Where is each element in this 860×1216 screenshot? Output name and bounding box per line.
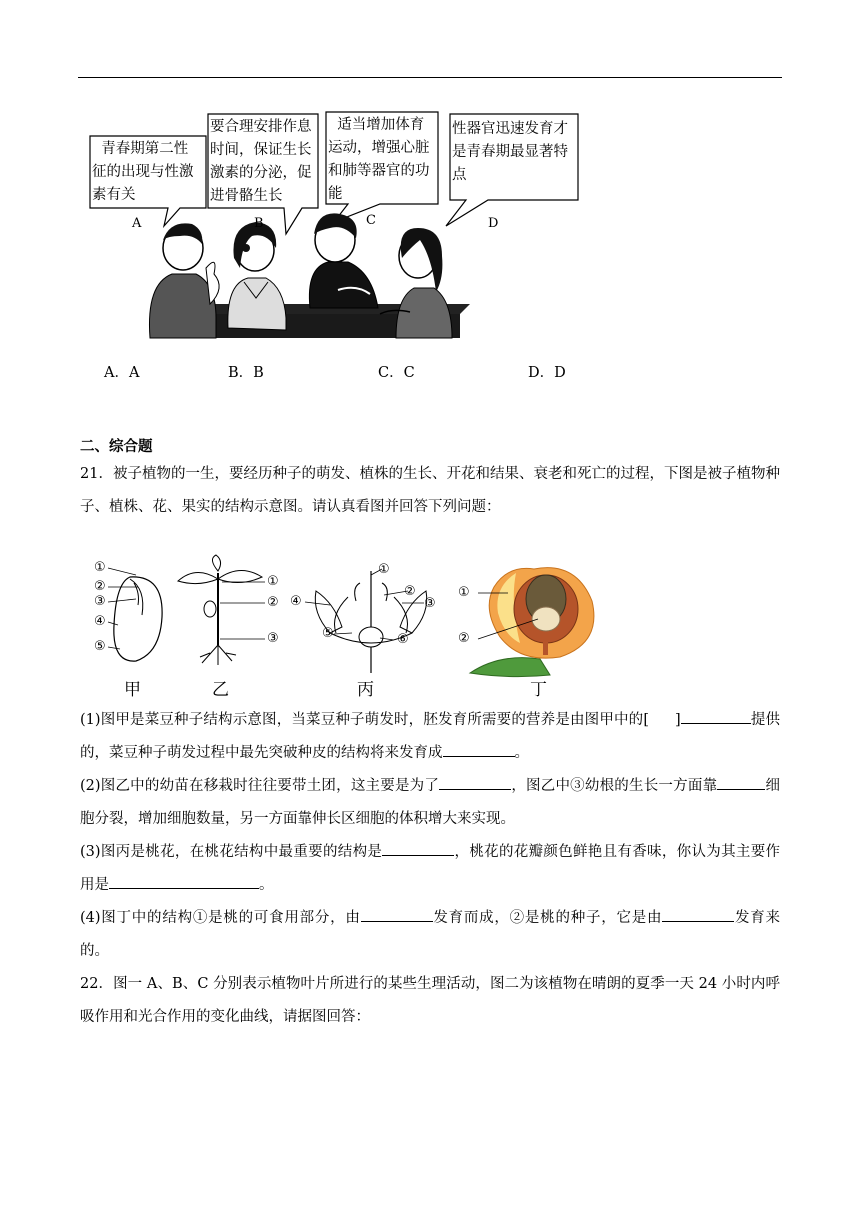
person-a — [149, 223, 219, 338]
q22-text: 22．图一 A、B、C 分别表示植物叶片所进行的某些生理活动，图二为该植物在晴朗的夏季一天 24 小时内呼吸作用和光合作用的变化曲线，请据图回答： — [80, 976, 780, 1025]
yi-marker-2: ② — [267, 595, 279, 610]
bubble-a-letter: A — [132, 216, 142, 231]
q21-blank-3[interactable] — [439, 773, 511, 790]
yi-marker-3: ③ — [267, 631, 279, 646]
q21-intro: 21．被子植物的一生，要经历种子的萌发、植株的生长、开花和结果、衰老和死亡的过程，下图是被子植物种子、植株、花、果实的结构示意图。请认真看图并回答下列问题： — [80, 466, 780, 515]
q21-blank-8[interactable] — [662, 905, 734, 922]
bing-marker-5: ⑤ — [322, 626, 334, 641]
figure-label-bing: 丙 — [357, 680, 374, 700]
ding-marker-2: ② — [458, 631, 470, 646]
choice-a[interactable]: A．A — [104, 365, 140, 381]
jia-marker-1: ① — [94, 560, 106, 575]
bing-marker-2: ② — [404, 584, 416, 599]
person-b — [228, 222, 286, 330]
q21-part1: (1)图甲是菜豆种子结构示意图，当菜豆种子萌发时，胚发育所需要的营养是由图甲中的[ ] 提供的，菜豆种子萌发过程中最先突破种皮的结构将来发育成 。 — [80, 704, 780, 770]
q21-part3: (3)图丙是桃花，在桃花结构中最重要的结构是 ，桃花的花瓣颜色鲜艳且有香味，你认为其主要作用是 。 — [80, 836, 780, 902]
yi-marker-1: ① — [267, 574, 279, 589]
figure-jia-seed — [108, 568, 162, 661]
q21-blank-6[interactable] — [109, 872, 259, 889]
choice-b[interactable]: B．B — [228, 365, 264, 381]
header-rule — [78, 77, 782, 78]
figure-label-ding: 丁 — [530, 680, 547, 700]
bubble-b-text: 要合理安排作息 时间，保证生长 激素的分泌，促 进骨骼生长 — [210, 119, 312, 204]
q21-part2: (2)图乙中的幼苗在移栽时往往要带土团，这主要是为了 ，图乙中③幼根的生长一方面靠 细胞分裂，增加细胞数量，另一方面靠伸长区细胞的体积增大来实现。 — [80, 770, 780, 836]
choice-c[interactable]: C．C — [378, 365, 415, 381]
figure-yi-seedling — [178, 555, 265, 665]
bing-marker-6: ⑥ — [397, 632, 409, 647]
figure-label-yi: 乙 — [212, 680, 229, 700]
jia-marker-2: ② — [94, 579, 106, 594]
q21-part4: (4)图丁中的结构①是桃的可食用部分，由 发育而成，②是桃的种子，它是由 发育来的。 — [80, 902, 780, 968]
ding-marker-1: ① — [458, 585, 470, 600]
bing-marker-1: ① — [378, 562, 390, 577]
jia-marker-4: ④ — [94, 614, 106, 629]
choice-d[interactable]: D．D — [528, 365, 566, 381]
bubble-b-letter: B — [254, 216, 264, 231]
bubble-d-letter: D — [488, 216, 499, 231]
figure-label-jia: 甲 — [124, 680, 141, 700]
q21-blank-2[interactable] — [443, 740, 515, 757]
q21-blank-5[interactable] — [382, 839, 454, 856]
bing-marker-3: ③ — [424, 596, 436, 611]
bubble-d-text: 性器官迅速发育才 是青春期最显著特 点 — [452, 121, 568, 183]
section-title: 二、综合题 — [80, 438, 153, 455]
figure-ding-peach — [470, 568, 594, 677]
bubble-a-text: 青春期第二性 征的出现与性激 素有关 — [92, 141, 194, 203]
bubble-c-letter: C — [366, 213, 376, 228]
jia-marker-3: ③ — [94, 594, 106, 609]
q21-blank-4[interactable] — [717, 773, 765, 790]
bubble-c-text: 适当增加体育 运动，增强心脏 和肺等器官的功 能 — [328, 117, 430, 202]
q21-blank-7[interactable] — [361, 905, 433, 922]
q21-blank-1[interactable] — [681, 707, 751, 724]
plant-structure-figure — [90, 553, 610, 683]
bing-marker-4: ④ — [290, 594, 302, 609]
jia-marker-5: ⑤ — [94, 639, 106, 654]
